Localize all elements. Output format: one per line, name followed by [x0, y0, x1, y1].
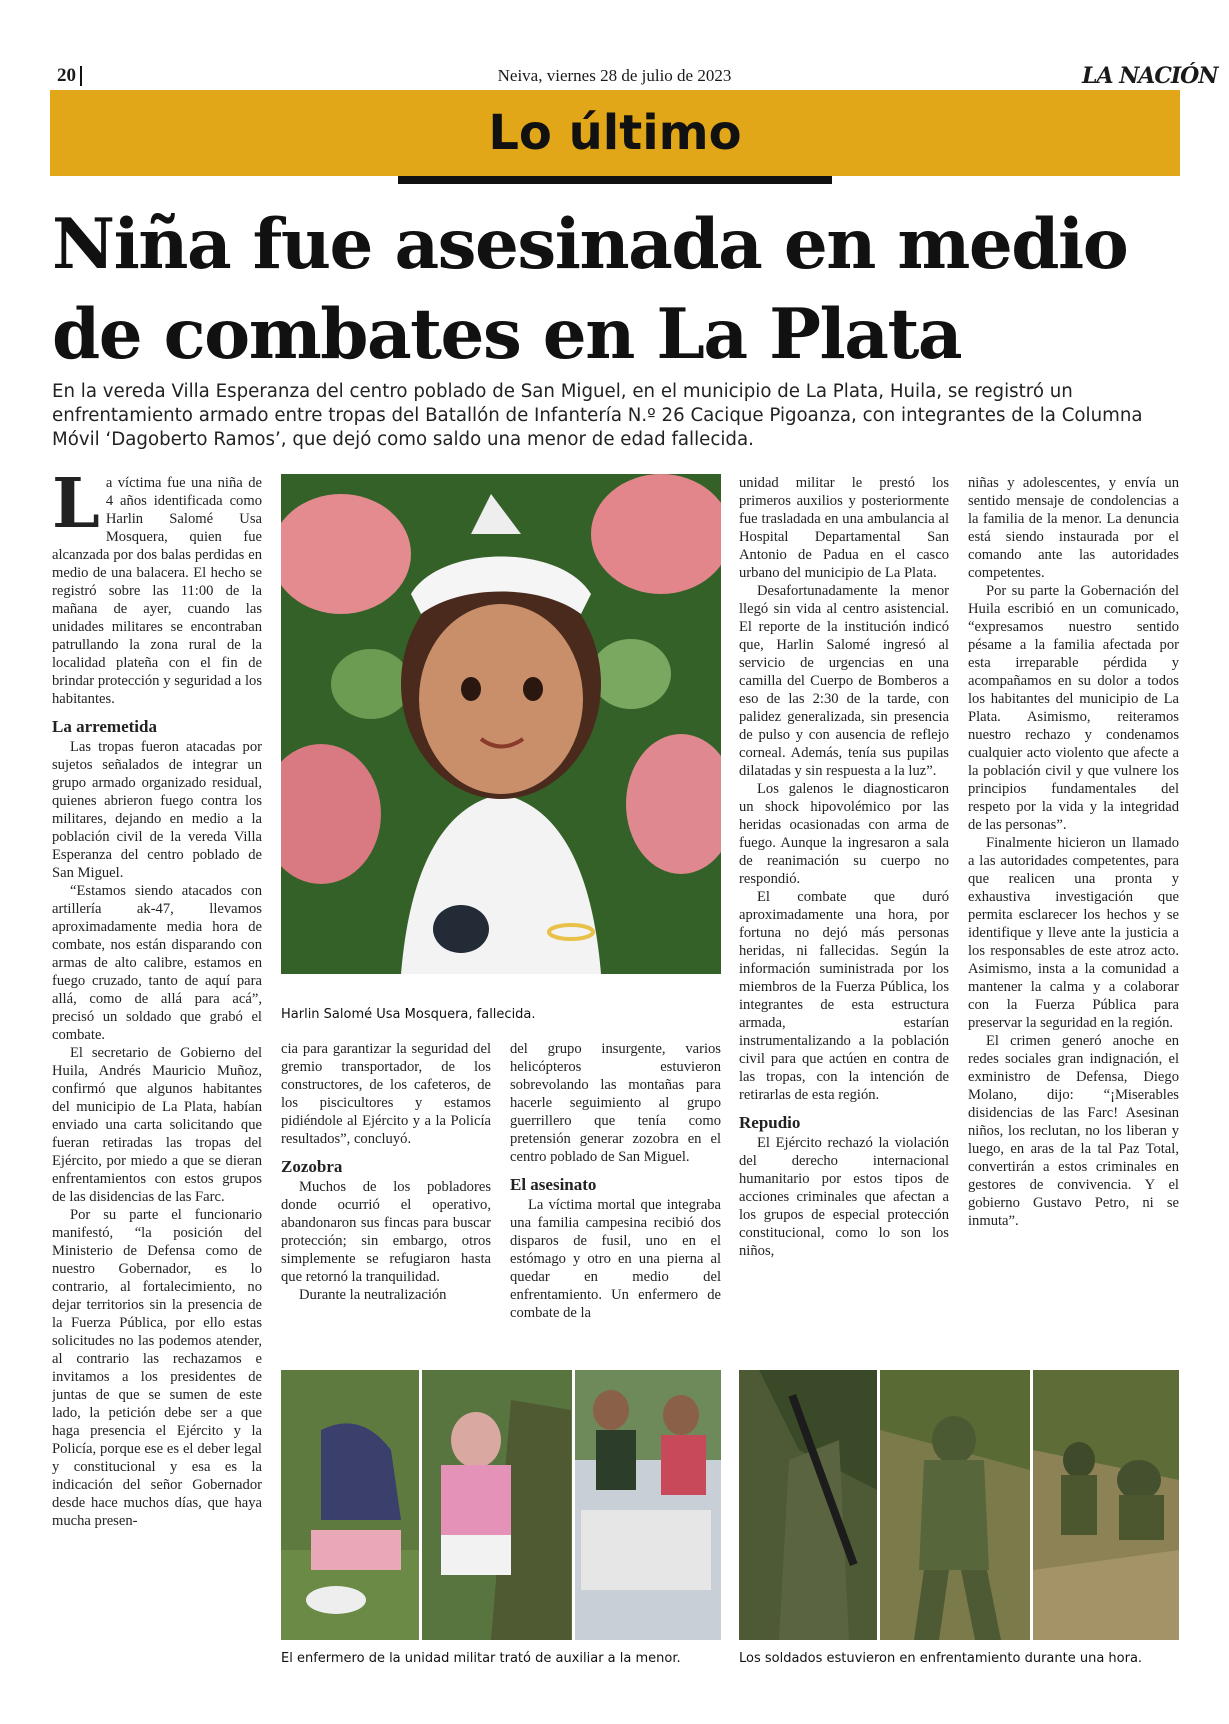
article-column-5 [968, 474, 1179, 1360]
subheading-la-arremetida: La arremetida [52, 717, 157, 736]
paragraph: Por su parte el funcionario manifestó, “la posición del Ministerio de Defensa como de nuestro Gobernador, es lo contrario, al fortalecimiento, no dejar territorios sin la presencia de la Fuerza Pública, por ello estas solicitudes no las podemos atender, al contrario las rechazamos e invitamos a los presidentes de juntas de que se sumen de este lado, la petición debe ser a que haga presencia el Ejército y la Policía, porque ese es el deber legal y constitucional y esa es la indicación del señor Gobernador desde hace muchos días, que haya mucha presen- [52, 1207, 262, 1529]
paragraph: El Ejército rechazó la violación del derecho internacional humanitario por estos tipos de acciones criminales que afectan a los grupos de especial protección constitucional, como lo son los niños, [739, 1135, 949, 1259]
article-column-4 [739, 474, 949, 1360]
paragraph: “Estamos siendo atacados con artillería ak-47, llevamos aproximadamente media hora de combate, nos están disparando con armas de alto calibre, estamos en fuego cruzado, tanto de aquí para allá, como de allá para acá”, precisó un soldado que grabó el combate. [52, 883, 262, 1043]
page-number: 20 [57, 66, 82, 86]
photo-girl-illustration [281, 474, 721, 974]
photo-main [281, 474, 721, 974]
article-column-3 [510, 1040, 721, 1360]
paragraph: Desafortunadamente la menor llegó sin vida al centro asistencial. El reporte de la institución indicó que, Harlin Salomé ingresó al servicio de urgencias en una camilla del Cuerpo de Bomberos a eso de las 2:30 de la tarde, con palidez generalizada, sin presencia de pulso y con ausencia de reflejo corneal. Además, tenía sus pupilas dilatadas y sin respuesta a la luz”. [739, 583, 949, 779]
photo-strip-soldiers-illustration [739, 1370, 1179, 1640]
photo-strip-medic-caption: El enfermero de la unidad militar trató de auxiliar a la menor. [281, 1651, 681, 1666]
photo-strip-soldiers-caption: Los soldados estuvieron en enfrentamiento durante una hora. [739, 1651, 1143, 1666]
paragraph: Por su parte la Gobernación del Huila escribió en un comunicado, “expresamos nuestro sentido pésame a la familia afectada por esta irreparable pérdida y acompañamos en su dolor a todos los habitantes del municipio de La Plata. Asimismo, reiteramos nuestro rechazo y condenamos cualquier acto violento que afecte a la población civil y que vulnere los principios fundamentales del respeto por la vida y la integridad de las personas”. [968, 583, 1179, 833]
paragraph: El combate que duró aproximadamente una hora, por fortuna no dejó más personas heridas, ni fallecidas. Según la información suministrada por los miembros de la Fuerza Pública, los integrantes de esta estructura armada, estarían instrumentalizando a la población civil para que actúen en contra de las tropas, con la intención de retirarlas de esta región. [739, 889, 949, 1103]
paragraph: a víctima fue una niña de 4 años identificada como Harlin Salomé Usa Mosquera, quien fue alcanzada por dos balas perdidas en medio de una balacera. El hecho se registró sobre las 11:00 de la mañana de ayer, cuando las unidades militares se encontraban patrullando la zona rural de la localidad plateña con el fin de brindar protección y seguridad a los habitantes. [52, 475, 262, 707]
paragraph: Finalmente hicieron un llamado a las autoridades competentes, para que realicen una pronta y exhaustiva investigación que permita esclarecer los hechos y se identifique y lleve ante la justicia a los responsables de este atroz acto. Asimismo, insta a la comunidad a mantener la calma y a colaborar con la Fuerza Pública para preservar la seguridad en la región. [968, 835, 1179, 1031]
paragraph: unidad militar le prestó los primeros auxilios y posteriormente fue trasladada en una ambulancia al Hospital Departamental San Antonio de Padua en el casco urbano del municipio de La Plata. [739, 475, 949, 581]
paragraph: cia para garantizar la seguridad del gremio transportador, de los constructores, de los cafeteros, de los piscicultores y estamos pidiéndole al Ejército y a la Policía resultados”, concluyó. [281, 1041, 491, 1147]
newspaper-logo: LA NACIÓN [1082, 63, 1218, 89]
drop-cap: L [52, 474, 100, 544]
article-column-1 [52, 474, 262, 1654]
paragraph: niñas y adolescentes, y envía un sentido mensaje de condolencias a la familia de la menor. La denuncia está siendo instaurada por el comando ante las autoridades competentes. [968, 475, 1179, 581]
photo-main-caption: Harlin Salomé Usa Mosquera, fallecida. [281, 1007, 536, 1022]
section-rule [398, 176, 832, 184]
subheading-zozobra: Zozobra [281, 1157, 343, 1176]
paragraph: Los galenos le diagnosticaron un shock hipovolémico por las heridas ocasionadas con arma de fuego. Aunque la ingresaron a sala de reanimación su cuerpo no respondió. [739, 781, 949, 887]
paragraph: La víctima mortal que integraba una familia campesina recibió dos disparos de fusil, uno en el estómago y otro en una pierna al quedar en medio del enfrentamiento. Un enfermero de combate de la [510, 1197, 721, 1321]
lede: En la vereda Villa Esperanza del centro poblado de San Miguel, en el municipio de La Plata, Huila, se registró un enfrentamiento armado entre tropas del Batallón de Infantería N.º 26 Cacique Pigoanza, con integrantes de la Columna Móvil ‘Dagoberto Ramos’, que dejó como saldo una menor de edad fallecida. [52, 381, 1143, 450]
subheading-repudio: Repudio [739, 1113, 801, 1132]
photo-strip-medic [281, 1370, 721, 1640]
photo-strip-soldiers [739, 1370, 1179, 1640]
paragraph: Durante la neutralización [299, 1287, 447, 1303]
photo-strip-medic-illustration [281, 1370, 721, 1640]
paragraph: El crimen generó anoche en redes sociales gran indignación, el exministro de Defensa, Diego Molano, dijo: “¡Miserables disidencias de las Farc! Asesinan niños, los reclutan, no los liberan y luego, en aras de la tal Paz Total, convertirán a estos criminales en gestores de convivencia. Y el gobierno Gustavo Petro, ni se inmuta”. [968, 1033, 1179, 1229]
headline: Niña fue asesinada en medio de combates en La Plata [52, 204, 1128, 375]
paragraph: Las tropas fueron atacadas por sujetos señalados de integrar un grupo armado organizado residual, quienes abrieron fuego contra los militares, dejando en medio a la población civil de la vereda Villa Esperanza del centro poblado de San Miguel. [52, 739, 262, 881]
section-band [50, 90, 1180, 176]
article-column-2 [281, 1040, 491, 1360]
paragraph: del grupo insurgente, varios helicópteros estuvieron sobrevolando las montañas para hacerle seguimiento al grupo guerrillero que tenía como pretensión generar zozobra en el centro poblado de San Miguel. [510, 1041, 721, 1165]
paragraph: El secretario de Gobierno del Huila, Andrés Mauricio Muñoz, confirmó que algunos habitantes del municipio de La Plata, habían enviado una carta solicitando que fueran retiradas las tropas del Ejército, por miedo a que se dieran enfrentamientos con estos grupos de las disidencias de las Farc. [52, 1045, 262, 1205]
subheading-el-asesinato: El asesinato [510, 1175, 597, 1194]
paragraph: Muchos de los pobladores donde ocurrió el operativo, abandonaron sus fincas para buscar protección; sin embargo, otros simplemente se refugiaron hasta que retornó la tranquilidad. [281, 1179, 491, 1285]
section-title: Lo último [488, 105, 742, 161]
dateline: Neiva, viernes 28 de julio de 2023 [497, 66, 732, 85]
